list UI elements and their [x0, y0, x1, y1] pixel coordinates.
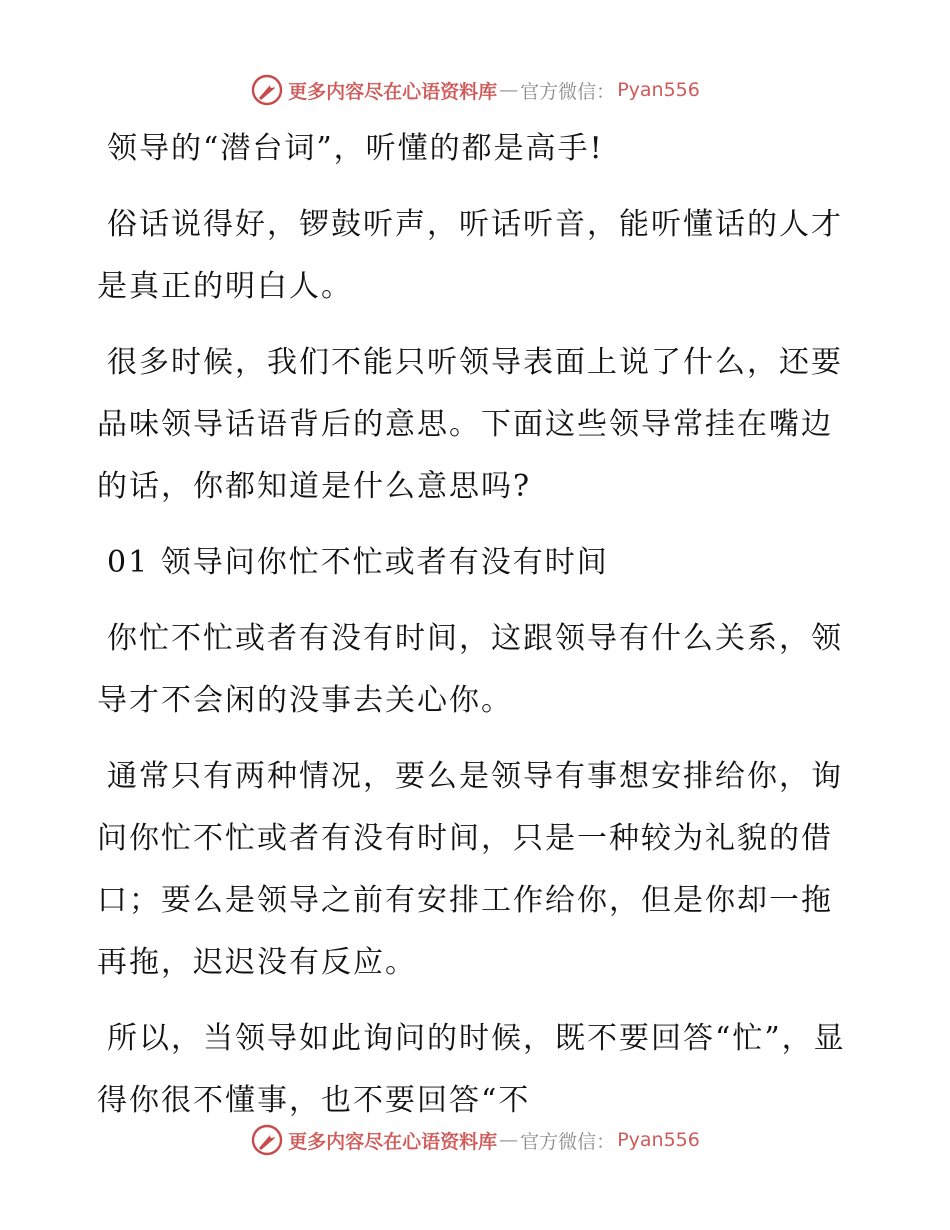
banner-separator: — [499, 1129, 519, 1151]
banner-wechat-label: 官方微信： [520, 1130, 616, 1153]
pen-nib-logo-icon [250, 1123, 284, 1157]
paragraph-4: 通常只有两种情况，要么是领导有事想安排给你，询问你忙不忙或者有没有时间，只是一种较为礼貌的借口；要么是领导之前有安排工作给你，但是你却一拖再拖，迟迟没有反应。 [97, 759, 843, 980]
paragraph-5: 所以，当领导如此询问的时候，既不要回答“忙”，显得你很不懂事，也不要回答“不 [97, 1021, 846, 1118]
banner-wechat-label: 官方微信： [520, 80, 616, 103]
banner-text: 更多内容尽在心语资料库 [288, 80, 498, 103]
banner-text: 更多内容尽在心语资料库 [288, 1130, 498, 1153]
banner-wechat-id: Pyan556 [617, 79, 700, 101]
pen-nib-logo-icon [250, 73, 284, 107]
paragraph-3: 你忙不忙或者有没有时间，这跟领导有什么关系，领导才不会闲的没事去关心你。 [97, 621, 843, 718]
document-title: 领导的“潜台词”，听懂的都是高手! [107, 131, 604, 166]
document-body [97, 118, 857, 1146]
banner-separator: — [499, 79, 519, 101]
header-watermark-banner [0, 70, 950, 110]
footer-watermark-banner [0, 1120, 950, 1160]
banner-wechat-id: Pyan556 [617, 1129, 700, 1151]
paragraph-1: 俗话说得好，锣鼓听声，听话听音，能听懂话的人才是真正的明白人。 [97, 207, 843, 304]
paragraph-2: 很多时候，我们不能只听领导表面上说了什么，还要品味领导话语背后的意思。下面这些领导常挂在嘴边的话，你都知道是什么意思吗? [97, 345, 843, 504]
section-heading-01: 01 领导问你忙不忙或者有没有时间 [107, 545, 609, 580]
